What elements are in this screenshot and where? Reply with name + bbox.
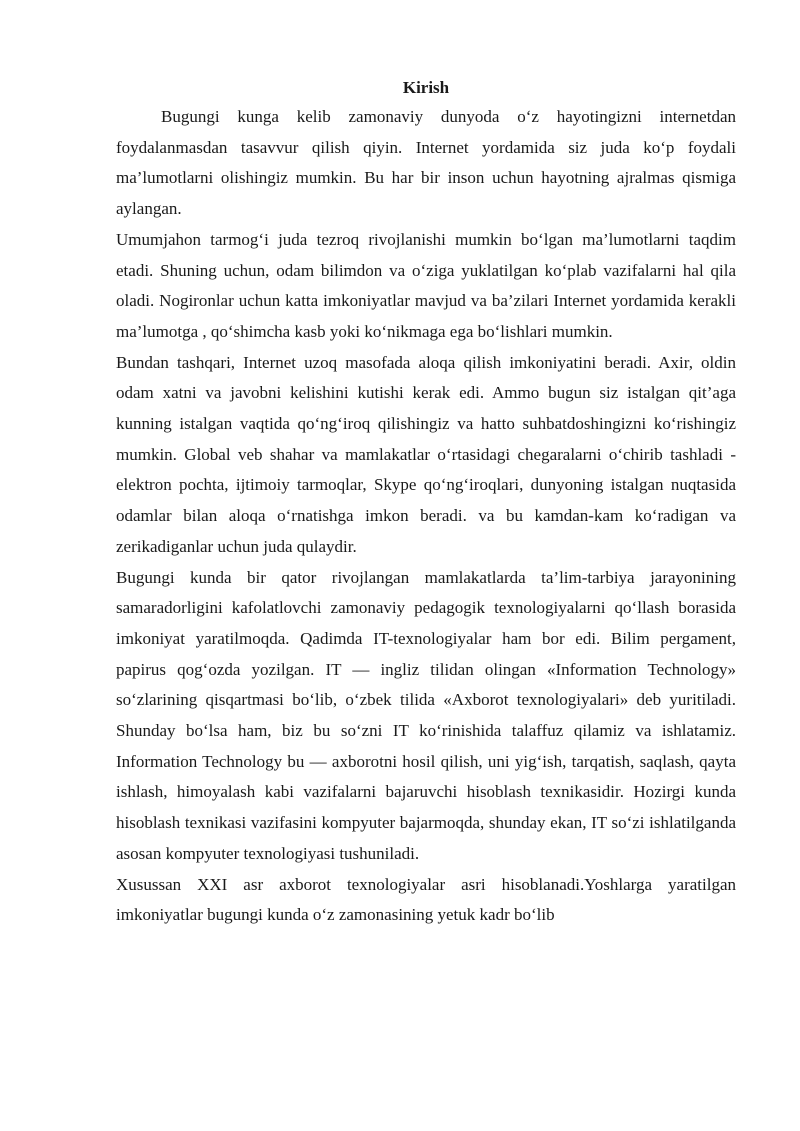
paragraph-intro: Bugungi kunga kelib zamonaviy dunyoda o‘z hayotingizni internetdan foydalanmasdan tasavvur qilish qiyin. Internet yordamida siz juda ko‘p foydali ma’lumotlarni olishingiz mumkin. Bu har bir inson uchun hayotning ajralmas qismiga aylangan. [116,107,736,219]
document-title: Kirish [402,78,450,97]
paragraph-network: Umumjahon tarmog‘i juda tezroq rivojlanishi mumkin bo‘lgan ma’lumotlarni taqdim etadi. Shuning uchun, odam bilimdon va o‘ziga yuklatilgan ko‘plab vazifalarni hal qila oladi. Nogironlar uchun katta imkoniyatlar mavjud va ba’zilari Internet yordamida kerakli ma’lumotga , qo‘shimcha kasb yoki ko‘nikmaga ega bo‘lishlari mumkin. [116,229,736,341]
document-body [116,75,736,931]
paragraph-it-technology: Bugungi kunda bir qator rivojlangan mamlakatlarda ta’lim-tarbiya jarayonining samaradorligini kafolatlovchi zamonaviy pedagogik texnologiyalarni qo‘llash borasida imkoniyat yaratilmoqda. Qadimda IT-texnologiyalar ham bor edi. Bilim pergament, papirus qog‘ozda yozilgan. IT — ingliz tilidan olingan «Information Technology» so‘zlarining qisqartmasi bo‘lib, o‘zbek tilida «Axborot texnologiyalari» deb yuritiladi. Shunday bo‘lsa ham, biz bu so‘zni IT ko‘rinishida talaffuz qilamiz va ishlatamiz. Information Technology bu — axborotni hosil qilish, uni yig‘ish, tarqatish, saqlash, qayta ishlash, himoyalash kabi vazifalarni bajaruvchi hisoblash texnikasidir. Hozirgi kunda hisoblash texnikasi vazifasini kompyuter bajarmoqda, shunday ekan, IT so‘zi ishlatilganda asosan kompyuter texnologiyasi tushuniladi. [116,567,736,863]
paragraph-communication: Bundan tashqari, Internet uzoq masofada aloqa qilish imkoniyatini beradi. Axir, oldin odam xatni va javobni kelishini kutishi kerak edi. Ammo bugun siz istalgan qit’aga kunning istalgan vaqtida qo‘ng‘iroq qilishingiz va hatto suhbatdoshingizni ko‘rishingiz mumkin. Global veb shahar va mamlakatlar o‘rtasidagi chegaralarni o‘chirib tashladi - elektron pochta, ijtimoiy tarmoqlar, Skype qo‘ng‘iroqlari, dunyoning istalgan nuqtasida odamlar bilan aloqa o‘rnatishga imkon beradi. va bu kamdan-kam ko‘radigan va zerikadiganlar uchun juda qulaydir. [116,352,736,556]
paragraph-xxi-century: Xusussan XXI asr axborot texnologiyalar asri hisoblanadi.Yoshlarga yaratilgan imkoniyatlar bugungi kunda o‘z zamonasining yetuk kadr bo‘lib [116,874,736,925]
